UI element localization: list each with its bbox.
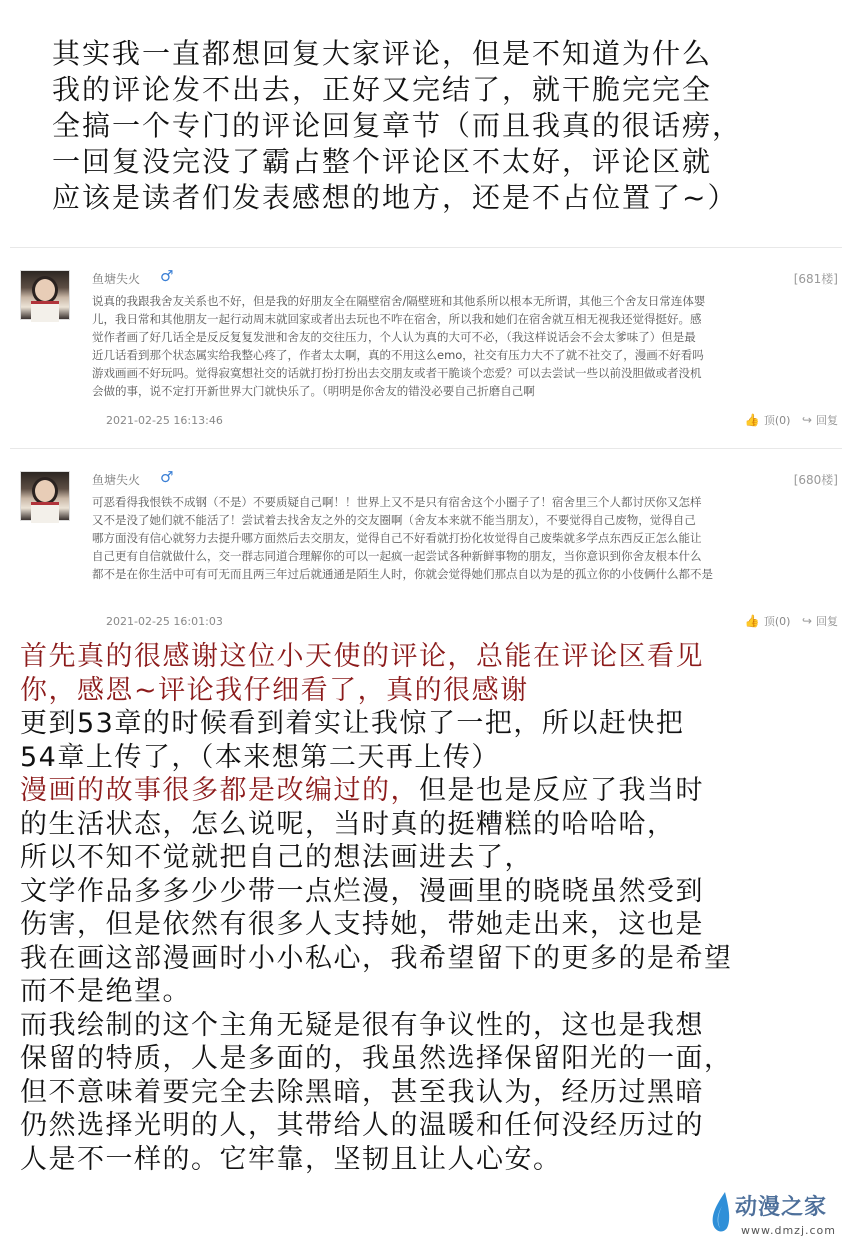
- thumbs-up-icon: 👍: [744, 614, 760, 628]
- reply-line: 的生活状态，怎么说呢，当时真的挺糟糕的哈哈哈，: [20, 808, 676, 840]
- intro-line: 我的评论发不出去，正好又完结了，就干脆完完全: [52, 73, 713, 106]
- reply-line: 仍然选择光明的人，其带给人的温暖和任何没经历过的: [20, 1110, 704, 1141]
- watermark-name: 动漫之家: [735, 1195, 828, 1220]
- reply-line-black-part: 但是也是反应了我当时: [419, 775, 704, 806]
- floor-number: [681楼]: [793, 272, 838, 286]
- dmzj-watermark-logo: [705, 1186, 845, 1246]
- reply-label: 回复: [816, 414, 838, 427]
- like-button[interactable]: [741, 412, 791, 428]
- reply-line: 伤害，但是依然有很多人支持她，带她走出来，这也是: [20, 909, 704, 940]
- reply-arrow-icon: ↪: [801, 413, 812, 427]
- comment-line: 会做的事，说不定打开新世界大门就快乐了。（明明是你舍友的错没必要自己折磨自己啊: [92, 384, 535, 398]
- comment-username[interactable]: 鱼塘失火: [92, 473, 141, 487]
- reply-line: 更到53章的时候看到着实让我惊了一把，所以赶快把: [20, 708, 685, 739]
- comment-card: [10, 247, 842, 438]
- reply-line: 54章上传了，（本来想第二天再上传）: [20, 741, 500, 773]
- comment-line: 说真的我跟我舍友关系也不好，但是我的好朋友全在隔壁宿舍/隔壁班和其他系所以根本无所谓，其他三个舍友日常连体婴: [92, 294, 706, 308]
- reply-line: 保留的特质，人是多面的，我虽然选择保留阳光的一面，: [20, 1043, 733, 1074]
- comment-timestamp: 2021-02-25 16:13:46: [106, 414, 223, 427]
- comment-line: 又不是没了她们就不能活了！尝试着去找舍友之外的交友圈啊（舍友本来就不能当朋友），不要觉得自己废物，觉得自己: [92, 513, 696, 527]
- comment-line: 近几话看到那个状态属实给我整心疼了，作者太太啊，真的不用这么emo，社交有压力大不了就不社交了，漫画不好看吗: [92, 348, 704, 362]
- reply-button[interactable]: [798, 613, 838, 629]
- reply-line: 但不意味着要完全去除黑暗，甚至我认为，经历过黑暗: [20, 1076, 704, 1108]
- reply-line: 所以不知不觉就把自己的想法画进去了，: [20, 842, 533, 873]
- thumbs-up-icon: 👍: [744, 413, 760, 427]
- reply-line: 而我绘制的这个主角无疑是很有争议性的，这也是我想: [20, 1009, 704, 1041]
- comment-line: 哪方面没有信心就努力去提升哪方面然后去交朋友，觉得自己不好看就打扮化妆觉得自己废柴就多学点东西反正怎么能让: [92, 531, 702, 545]
- comment-actions: [737, 613, 838, 629]
- reply-line-red-part: 漫画的故事很多都是改编过的，: [20, 775, 419, 806]
- reply-line: 你，感恩~评论我仔细看了，真的很感谢: [20, 674, 529, 706]
- comment-line: 都不是在你生活中可有可无而且两三年过后就通通是陌生人时，你就会觉得她们那点自以为是的孤立你的小伎俩什么都不是: [92, 567, 713, 581]
- intro-line: 其实我一直都想回复大家评论，但是不知道为什么: [52, 37, 713, 70]
- comment-username[interactable]: 鱼塘失火: [92, 272, 141, 286]
- comment-timestamp: 2021-02-25 16:01:03: [106, 615, 223, 628]
- male-icon: ♂: [160, 267, 174, 285]
- floor-number: [680楼]: [793, 473, 838, 487]
- reply-arrow-icon: ↪: [801, 614, 812, 628]
- comment-card: [10, 448, 842, 639]
- like-button[interactable]: [741, 613, 791, 629]
- intro-line: 应该是读者们发表感想的地方，还是不占位置了~）: [52, 181, 738, 214]
- reply-line: 人是不一样的。它牢靠，坚韧且让人心安。: [20, 1143, 562, 1175]
- like-label: 顶(0): [763, 615, 791, 628]
- reply-line: 而不是绝望。: [20, 976, 191, 1007]
- intro-line: 一回复没完没了霸占整个评论区不太好，评论区就: [52, 145, 713, 178]
- comment-line: 觉作者画了好几话全是反反复复发泄和舍友的交往压力，个人认为真的大可不必，（我这样说话会不会太爹味了）但是最: [92, 330, 696, 344]
- reply-line: 文学作品多多少少带一点烂漫，漫画里的晓晓虽然受到: [20, 875, 704, 907]
- comment-line: 游戏画画不好玩吗。觉得寂寞想社交的话就打扮打扮出去交朋友或者干脆谈个恋爱？可以去尝试一些以前没胆做或者没机: [92, 366, 702, 380]
- intro-line: 全搞一个专门的评论回复章节（而且我真的很话痨，: [52, 109, 743, 142]
- comment-line: 可恶看得我恨铁不成钢（不是）不要质疑自己啊！！世界上又不是只有宿舍这个小圈子了！宿舍里三个人都讨厌你又怎样: [92, 495, 702, 509]
- avatar[interactable]: [20, 270, 70, 320]
- comment-text: [92, 493, 832, 583]
- like-label: 顶(0): [763, 414, 791, 427]
- comment-line: 自己更有自信就做什么，交一群志同道合理解你的可以一起疯一起尝试各种新鲜事物的朋友，当你意识到你舍友根本什么: [92, 549, 702, 563]
- author-reply-text: [20, 640, 840, 1176]
- reply-button[interactable]: [798, 412, 838, 428]
- reply-label: 回复: [816, 615, 838, 628]
- reply-line: 我在画这部漫画时小小私心，我希望留下的更多的是希望: [20, 942, 733, 974]
- comment-text: [92, 292, 832, 400]
- watermark-url: www.dmzj.com: [741, 1224, 836, 1237]
- intro-text: [52, 36, 842, 216]
- avatar[interactable]: [20, 471, 70, 521]
- droplet-logo-icon: [707, 1190, 733, 1236]
- male-icon: ♂: [160, 468, 174, 486]
- comment-line: 儿，我日常和其他朋友一起行动周末就回家或者出去玩也不咋在宿舍，所以我和她们在宿舍就互相无视我还觉得挺好。感: [92, 312, 702, 326]
- reply-line-mixed: [20, 774, 840, 808]
- comment-actions: [737, 412, 838, 428]
- reply-line: 首先真的很感谢这位小天使的评论，总能在评论区看见: [20, 641, 704, 672]
